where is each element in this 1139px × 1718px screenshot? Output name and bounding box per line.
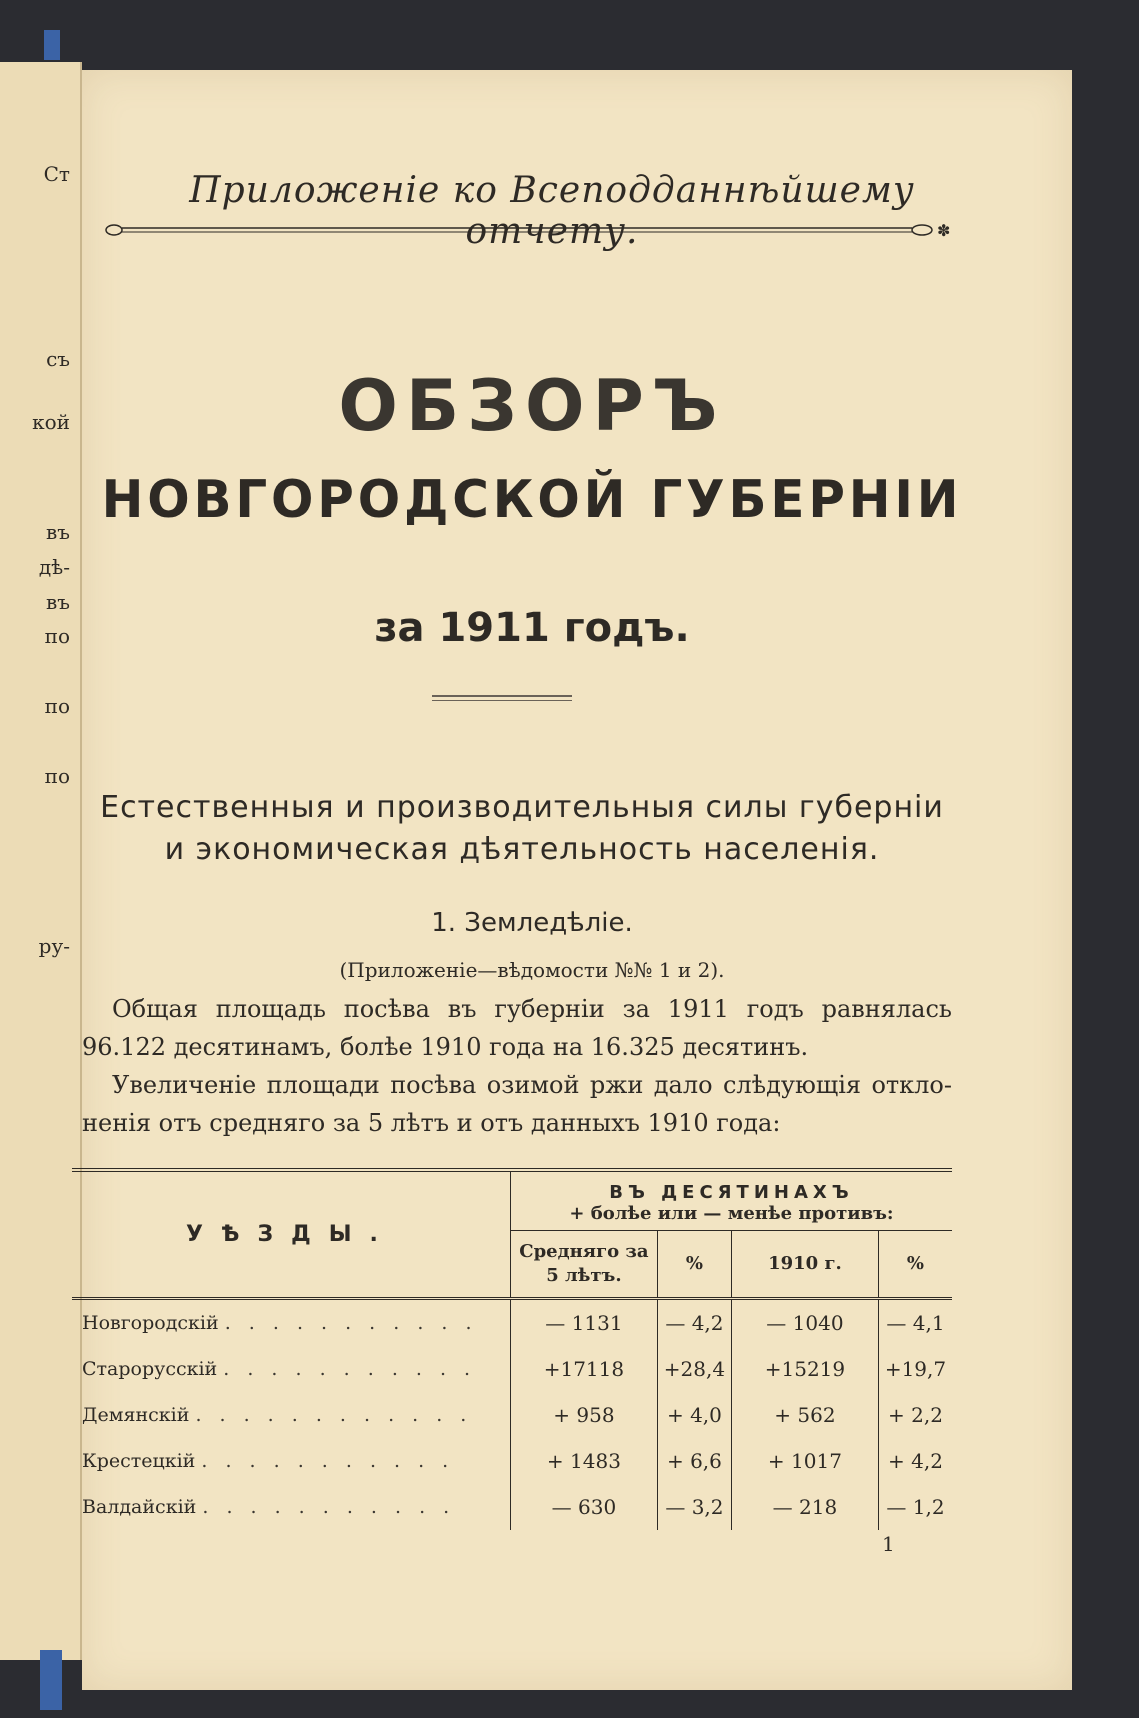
cell-avg: — 630 (510, 1484, 657, 1530)
title-divider (432, 695, 572, 701)
cell-1910-pct: — 4,1 (886, 1311, 945, 1335)
left-page-fragment: въ (46, 520, 70, 544)
table-row (72, 1484, 952, 1530)
row-label: Новгородскій . . . . . . . . . . . (72, 1299, 510, 1347)
cell-1910-pct: — 1,2 (886, 1495, 945, 1519)
left-page-fragment: по (44, 694, 70, 718)
table-header-group-sub: + болѣе или — менѣе противъ: (510, 1203, 952, 1231)
left-page-fragment: кой (32, 410, 70, 434)
cell-1910-pct: +19,7 (884, 1357, 947, 1381)
cell-avg: — 1131 (510, 1299, 657, 1347)
cell-1910: — 218 (731, 1484, 878, 1530)
ornamental-rule (92, 220, 952, 240)
title-year: за 1911 годъ. (374, 605, 690, 651)
table-header-group: ВЪ ДЕСЯТИНАХЪ (609, 1182, 854, 1203)
cell-avg-pct: + 6,6 (657, 1438, 731, 1484)
left-page-fragment: ру- (38, 934, 70, 958)
left-page-fragment: съ (46, 347, 70, 371)
cell-1910: + 562 (731, 1392, 878, 1438)
svg-text:✽: ✽ (937, 221, 951, 240)
paragraph-line: Увеличеніе площади посѣва озимой ржи дало слѣдующія откло- (112, 1071, 952, 1099)
binding-tape-bottom (40, 1650, 62, 1710)
cell-1910: + 1017 (731, 1438, 878, 1484)
table-header-col: % (657, 1231, 731, 1299)
row-label: Валдайскій . . . . . . . . . . . (72, 1484, 510, 1530)
cell-1910-pct: + 4,2 (888, 1449, 943, 1473)
row-label: Демянскій . . . . . . . . . . . . (72, 1392, 510, 1438)
table-header-col: 1910 г. (731, 1231, 878, 1299)
paragraph-line: ненія отъ средняго за 5 лѣтъ и отъ данныхъ 1910 года: (82, 1109, 781, 1137)
section-heading-cont: и экономическая дѣятельность населенія. (164, 832, 880, 867)
cell-avg: + 1483 (510, 1438, 657, 1484)
cell-avg-pct: — 4,2 (657, 1299, 731, 1347)
left-page-fragment: въ (46, 590, 70, 614)
table-row (72, 1346, 952, 1392)
data-table (72, 1168, 952, 1530)
left-page-edge (0, 62, 82, 1660)
main-title: ОБЗОРЪ (338, 365, 726, 447)
cell-avg-pct: +28,4 (657, 1346, 731, 1392)
table-row (72, 1392, 952, 1438)
paragraph-line: Общая площадь посѣва въ губерніи за 1911 годъ равнялась (112, 995, 952, 1023)
table-row (72, 1438, 952, 1484)
table-header-districts: УѢЗДЫ. (72, 1170, 510, 1299)
left-page-fragment: по (44, 764, 70, 788)
row-label: Старорусскій . . . . . . . . . . . (72, 1346, 510, 1392)
cell-1910-pct: + 2,2 (888, 1403, 943, 1427)
page-number: 1 (882, 1532, 895, 1556)
left-page-fragment: Ст (43, 162, 70, 186)
cell-avg-pct: + 4,0 (657, 1392, 731, 1438)
row-label: Крестецкій . . . . . . . . . . . (72, 1438, 510, 1484)
cell-avg: +17118 (510, 1346, 657, 1392)
table-header-col: % (878, 1231, 952, 1299)
running-header: Приложеніе ко Всеподданнѣйшему отчету. (189, 170, 915, 252)
cell-avg-pct: — 3,2 (657, 1484, 731, 1530)
left-page-fragment: по (44, 624, 70, 648)
left-page-fragment: дѣ- (38, 555, 70, 579)
binding-tape-top (44, 30, 60, 60)
subsection-heading: 1. Земледѣліе. (431, 908, 633, 938)
section-heading: Естественныя и производительныя силы губерніи (100, 790, 944, 825)
table-header-col: Средняго за 5 лѣтъ. (510, 1231, 657, 1299)
paragraph-line: 96.122 десятинамъ, болѣе 1910 года на 16.325 десятинъ. (82, 1033, 809, 1061)
cell-avg: + 958 (510, 1392, 657, 1438)
cell-1910: — 1040 (731, 1299, 878, 1347)
main-subtitle: НОВГОРОДСКОЙ ГУБЕРНІИ (101, 470, 963, 530)
document-page (82, 70, 1072, 1690)
appendix-note: (Приложеніе—вѣдомости №№ 1 и 2). (339, 958, 725, 982)
cell-1910: +15219 (731, 1346, 878, 1392)
table-row (72, 1299, 952, 1347)
